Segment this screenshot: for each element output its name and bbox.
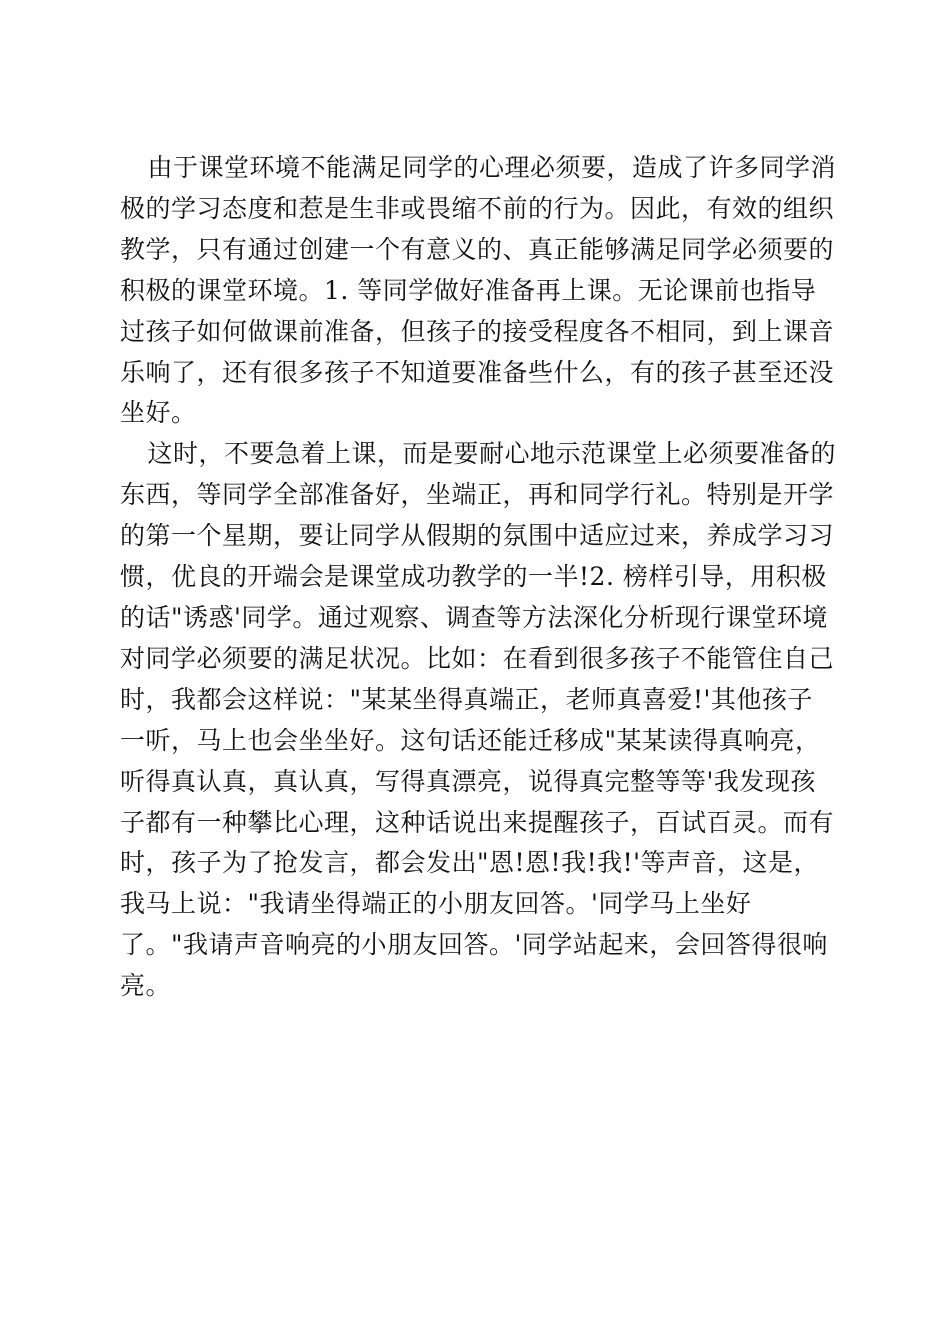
paragraph-line: 的话"诱惑'同学。通过观察、调查等方法深化分析现行课堂环境: [120, 602, 828, 632]
paragraph-line: 一听，马上也会坐坐好。这句话还能迁移成"某某读得真响亮，: [120, 725, 821, 755]
paragraph-line: 教学，只有通过创建一个有意义的、真正能够满足同学必须要的: [120, 234, 835, 264]
paragraph-line: 时，我都会这样说："某某坐得真端正，老师真喜爱!'其他孩子: [120, 684, 813, 714]
paragraph-line: 的第一个星期，要让同学从假期的氛围中适应过来，养成学习习: [120, 521, 835, 551]
paragraph-line: 积极的课堂环境。1. 等同学做好准备再上课。无论课前也指导: [120, 275, 817, 305]
paragraph-1: [120, 148, 837, 434]
paragraph-line: 乐响了，还有很多孩子不知道要准备些什么，有的孩子甚至还没: [120, 357, 835, 387]
document-body: [120, 148, 837, 1007]
paragraph-line: 亮。: [120, 971, 172, 1001]
paragraph-line: 听得真认真，真认真，写得真漂亮，说得真完整等等'我发现孩: [120, 766, 816, 796]
paragraph-line: 了。"我请声音响亮的小朋友回答。'同学站起来，会回答得很响: [120, 930, 828, 960]
paragraph-line: 极的学习态度和惹是生非或畏缩不前的行为。因此，有效的组织: [120, 193, 835, 223]
paragraph-line: 子都有一种攀比心理，这种话说出来提醒孩子，百试百灵。而有: [120, 807, 835, 837]
paragraph-2: [120, 434, 837, 1007]
paragraph-line: 这时，不要急着上课，而是要耐心地示范课堂上必须要准备的: [147, 439, 837, 469]
paragraph-line: 我马上说："我请坐得端正的小朋友回答。'同学马上坐好: [120, 889, 752, 919]
paragraph-line: 过孩子如何做课前准备，但孩子的接受程度各不相同，到上课音: [120, 316, 835, 346]
paragraph-line: 东西，等同学全部准备好，坐端正，再和同学行礼。特别是开学: [120, 480, 835, 510]
paragraph-line: 坐好。: [120, 398, 197, 428]
paragraph-line: 对同学必须要的满足状况。比如：在看到很多孩子不能管住自己: [120, 643, 835, 673]
paragraph-line: 时，孩子为了抢发言，都会发出"恩!恩!我!我!'等声音，这是，: [120, 848, 820, 878]
paragraph-line: 由于课堂环境不能满足同学的心理必须要，造成了许多同学消: [147, 153, 837, 182]
paragraph-line: 惯，优良的开端会是课堂成功教学的一半!2. 榜样引导，用积极: [120, 562, 827, 592]
